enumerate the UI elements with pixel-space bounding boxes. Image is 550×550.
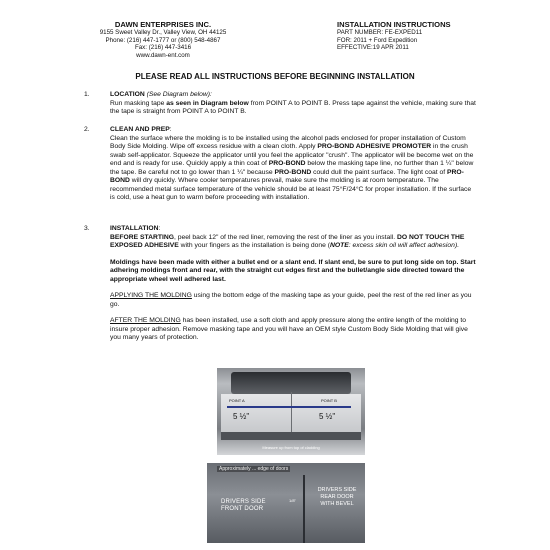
measure-left-label: 5 ½" [233, 412, 250, 421]
section-number: 1. [84, 91, 90, 98]
molding-ends-text: Moldings have been made with either a bullet end or a slant end. If slant end, be sure to put long side on top. Start adhering moldings front and rear, with the straight cut edges first and the bullet/angle side directed toward the appropriate wheel well adhered last. [110, 258, 476, 283]
section-title: LOCATION [110, 91, 145, 98]
photo-caption: Measure up from top of cladding [262, 445, 320, 450]
cladding-strip [221, 432, 361, 440]
section-note: (See Diagram below): [144, 91, 212, 98]
rear-door-label: DRIVERS SIDE REAR DOOR WITH BEVEL [317, 487, 357, 507]
measure-right-label: 5 ½" [319, 412, 336, 421]
door-photo-caption: Approximately ... edge of doors [219, 466, 289, 472]
section-number: 3. [84, 225, 90, 232]
document-title: INSTALLATION INSTRUCTIONS [337, 20, 451, 29]
section-title: CLEAN AND PREP [110, 126, 170, 133]
masking-tape-line [227, 406, 351, 408]
company-phone: Phone: (216) 447-1777 or (800) 548-4867 [105, 36, 221, 44]
door-gap [303, 475, 305, 543]
point-a-label: POINT A [229, 398, 245, 403]
part-number: PART NUMBER: FE-EXPED11 [337, 29, 423, 36]
after-molding-text: AFTER THE MOLDING has been installed, use a soft cloth and apply pressure along the entire length of the molding to insure proper adhesion. Remove masking tape and you will have an OEM style Custom Body Side Molding that will give you many years of protection. [110, 317, 468, 341]
window-glass [231, 372, 351, 394]
company-fax: Fax: (216) 447-3416 [134, 44, 192, 52]
location-text: Run masking tape as seen in Diagram below from POINT A to POINT B. Press tape against the vehicle, making sure that the tape is straight from POINT A to POINT B. [110, 99, 476, 115]
read-all-banner: PLEASE READ ALL INSTRUCTIONS BEFORE BEGINNING INSTALLATION [135, 72, 415, 81]
company-address: 9155 Sweet Valley Dr., Valley View, OH 44125 [99, 29, 227, 36]
point-b-label: POINT B [321, 398, 337, 403]
instruction-sheet: DAWN ENTERPRISES INC. 9155 Sweet Valley Dr., Valley View, OH 44125 Phone: (216) 447-1777 or (800) 548-4867 Fax: (216) 447-3416 www.dawn-ent.com INSTALLATION INSTRUCTIONS PART NUMBER: FE-EXPED11 FOR: 2011 + Ford Expedition EFFECTIVE:19 APR 2011 PLEASE READ ALL INSTRUCTIONS BEFORE BEGINNING INSTALLATION 1. LOCATION (See Diagram below): Run masking tape as seen in Diagram below from POINT A to POINT B. Press tape against the vehicle, making sure that the tape is straight from POINT A to POINT B. 2. CLEAN AND PREP: Clean the surface where the molding is to be installed using the alcohol pads enclosed for proper installation of Custom Body Side Molding. Wipe off excess residue with a clean cloth. Apply PRO-BOND ADHESIVE PROMOTER in the crush swab self-applicator. Squeeze the applicator until you feel the applicator "crush". The applicator will be become wet on the end and is ready for use. Quickly apply a thin coat of PRO-BOND below the masking tape line, no further than 1 ¼" below the tape. Be careful not to go lower than 1 ¼" because PRO-BOND could dull the paint surface. The light coat of PRO-BOND will dry quickly. Where cooler temperatures prevail, make sure the molding is at room temperature. The recommended metal surface temperature of the vehicle should be at least 75°F/24°C for proper installation. If the surface is cold, use a heat gun to warm before proceeding with installation. 3. INSTALLATION: BEFORE STARTING, peel back 12" of the red liner, removing the rest of the liner as you install. DO NOT TOUCH THE EXPOSED ADHESIVE with your fingers as the installation is being done (NOTE: excess skin oil will affect adhesion). Moldings have been made with either a bullet end or a slant end. If slant end, be sure to put long side on top. Start adhering moldings front and rear, with the straight cut edges first and the bullet/angle side directed toward the appropriate wheel well adhered last. APPLYING THE MOLDING using the bottom edge of the masking tape as your guide, peel the rest of the red liner as you go. AFTER THE MOLDING has been installed, use a soft cloth and apply pressure along the entire length of the molding to insure proper adhesion. Remove masking tape and you will have an OEM style Custom Body Side Molding that will give you many years of protection. POINT A POINT B 5 ½" 5 ½" Measure up from top of cladding Approximately ... edge of doors DRIVERS SIDE FRONT DOOR 1/8" DRIVERS SIDE REAR DOOR WITH BEVEL [0, 0, 550, 550]
document-info-block [337, 20, 507, 52]
section-number: 2. [84, 126, 90, 133]
front-door-label: DRIVERS SIDE FRONT DOOR [221, 499, 266, 512]
company-website: www.dawn-ent.com [136, 51, 190, 59]
company-name: DAWN ENTERPRISES INC. [114, 20, 212, 29]
applying-text: APPLYING THE MOLDING using the bottom edge of the masking tape as your guide, peel the rest of the red liner as you go. [110, 292, 472, 308]
door-detail-photo [207, 463, 365, 543]
gap-measure-label: 1/8" [289, 498, 296, 503]
section-title: INSTALLATION [110, 225, 159, 232]
vehicle-fitment: FOR: 2011 + Ford Expedition [337, 36, 418, 44]
vehicle-side-photo [217, 368, 365, 455]
company-block [78, 20, 248, 59]
clean-prep-text: Clean the surface where the molding is to be installed using the alcohol pads enclosed for proper installation of Custom Body Side Molding. Wipe off excess residue with a clean cloth. Apply PRO-BOND ADHESIVE PROMOTER in the crush swab self-applicator. Squeeze the applicator until you feel the applicator "crush". The applicator will be become wet on the end and is ready for use. Quickly apply a thin coat of PRO-BOND below the masking tape line, no further than 1 ¼" below the tape. Be careful not to go lower than 1 ¼" because PRO-BOND could dull the paint surface. The light coat of PRO-BOND will dry quickly. Where cooler temperatures prevail, make sure the molding is at room temperature. The recommended metal surface temperature of the vehicle should be at least 75°F/24°C for proper installation. If the surface is cold, use a heat gun to warm before proceeding with installation. [110, 134, 474, 201]
effective-date: EFFECTIVE:19 APR 2011 [337, 44, 409, 52]
before-starting-text: BEFORE STARTING, peel back 12" of the red liner, removing the rest of the liner as you install. DO NOT TOUCH THE EXPOSED ADHESIVE with your fingers as the installation is being done (NOTE: excess skin oil will affect adhesion). [110, 233, 465, 249]
